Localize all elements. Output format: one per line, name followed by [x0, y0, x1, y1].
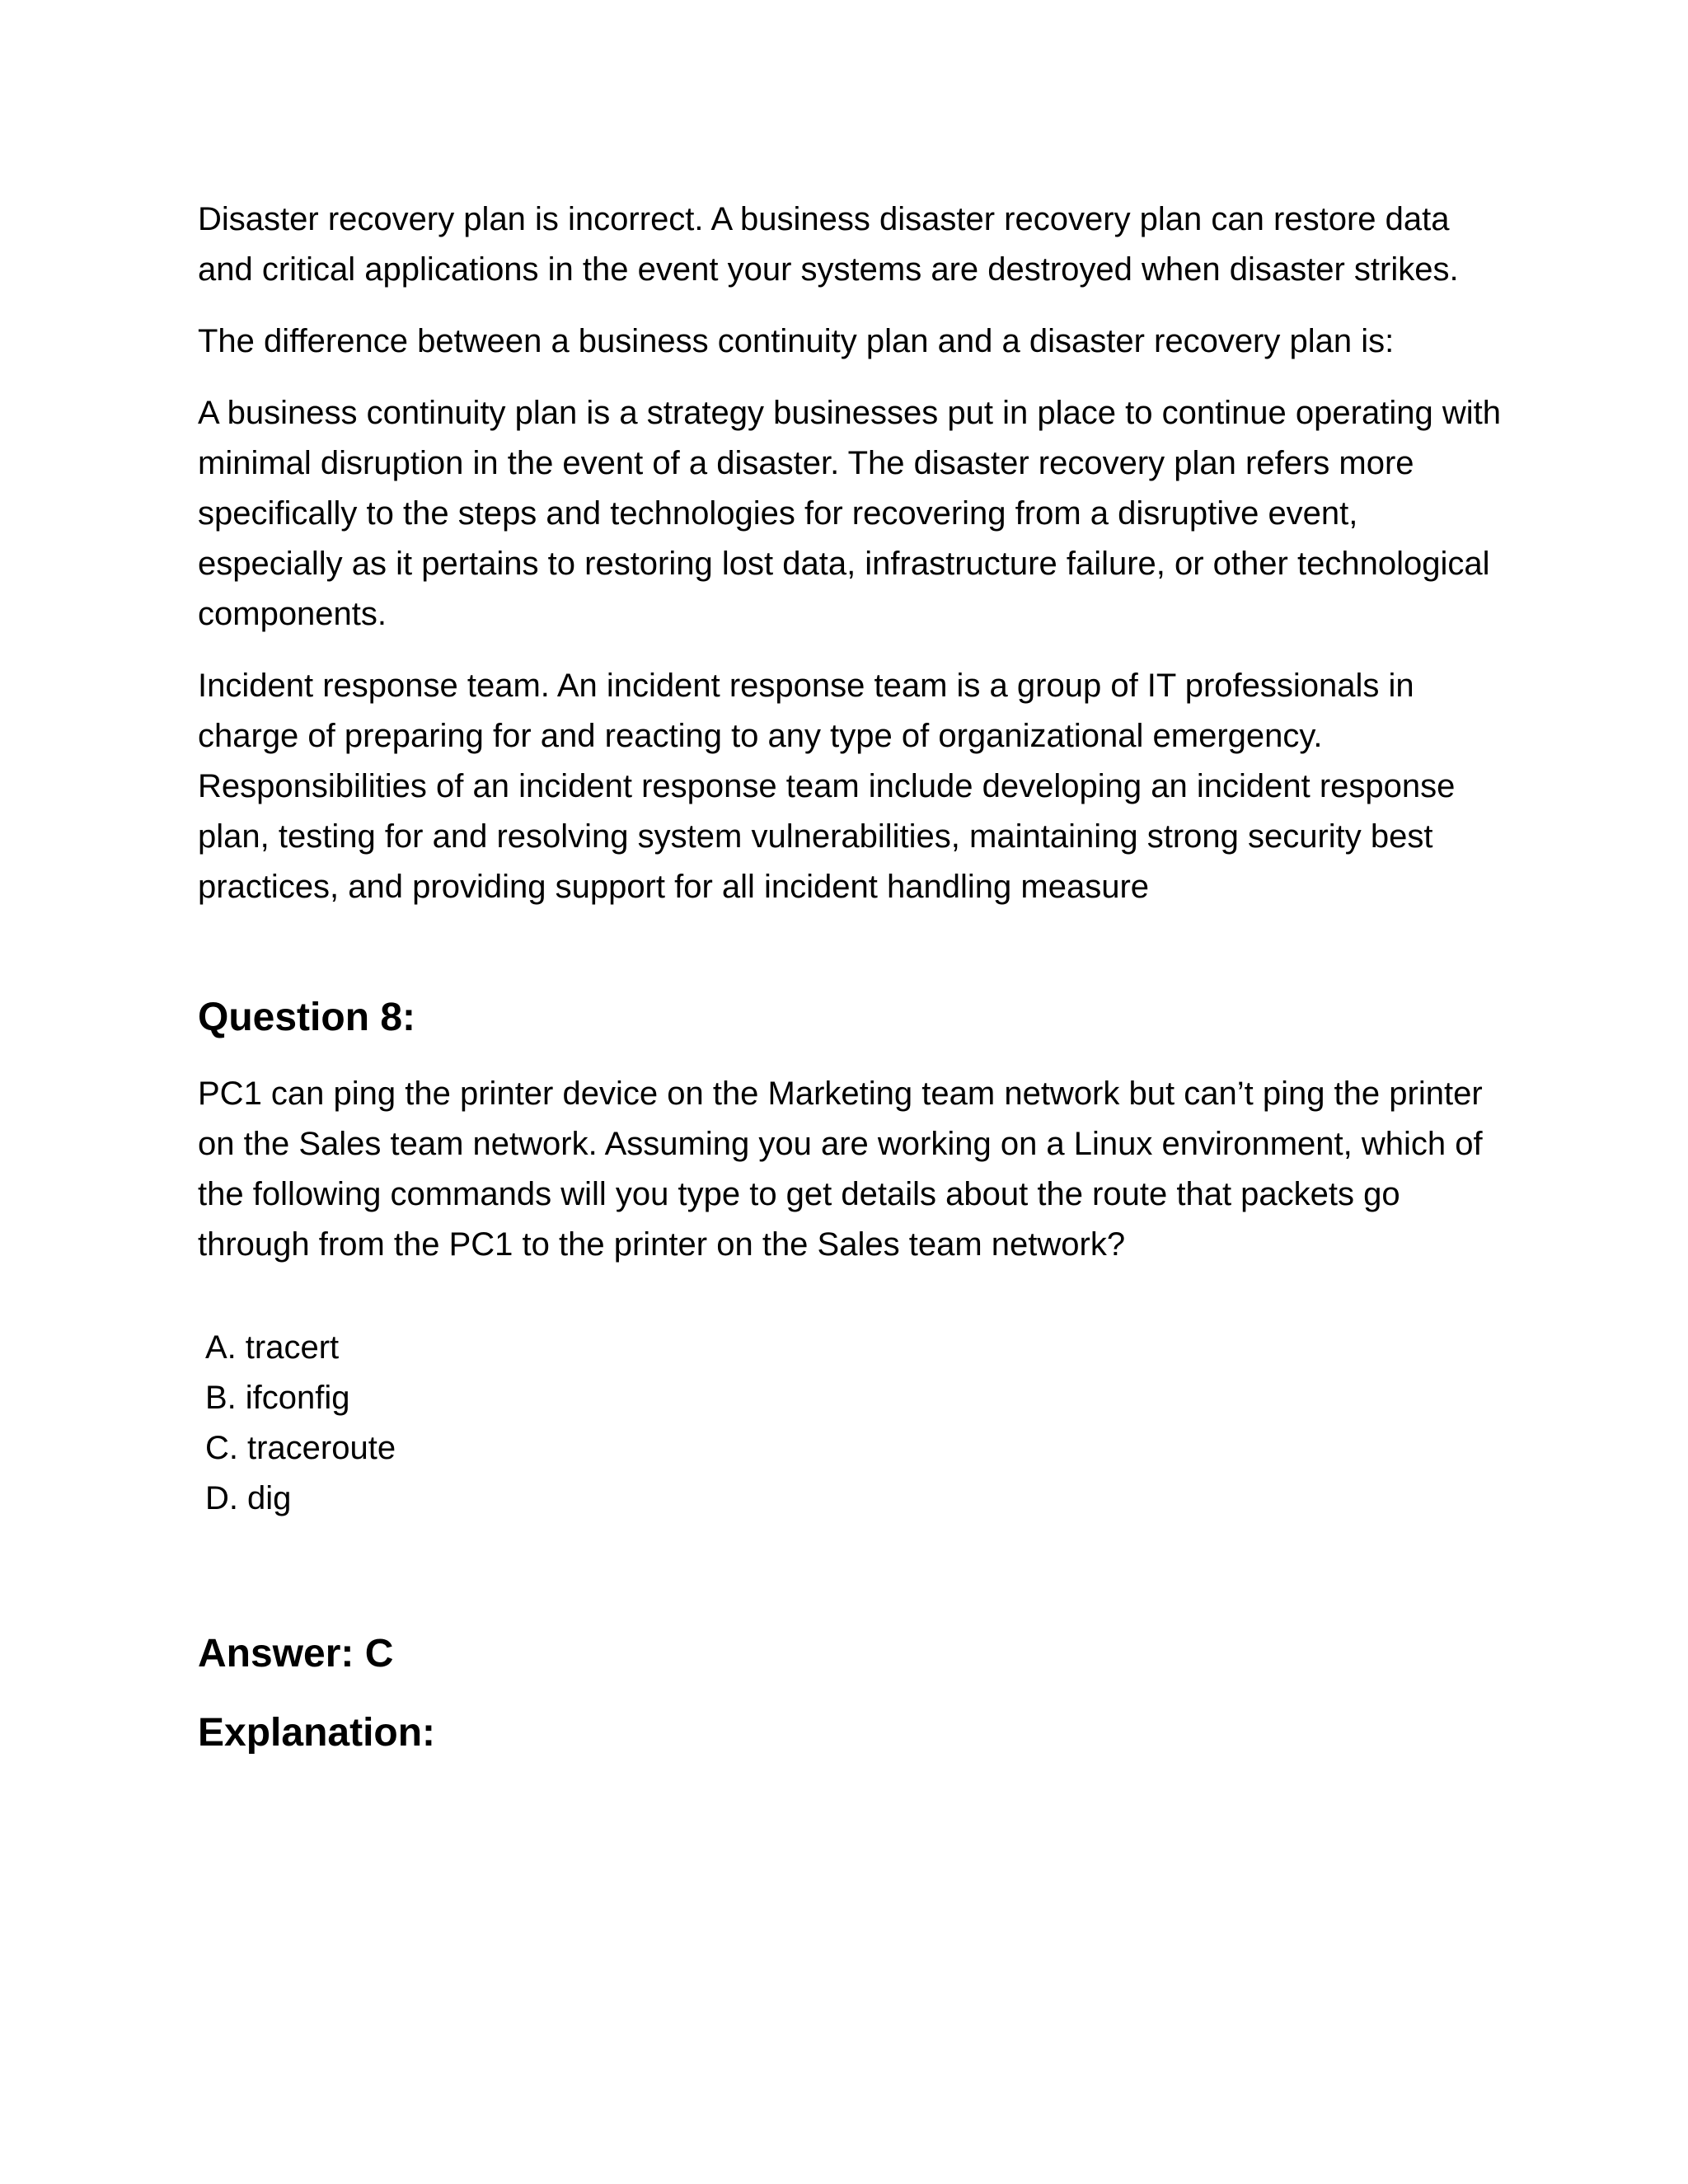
option-a — [205, 1323, 1508, 1373]
page-content — [198, 194, 1508, 1760]
option-text: dig — [247, 1480, 292, 1516]
option-text: traceroute — [247, 1430, 396, 1466]
option-b — [205, 1373, 1508, 1423]
option-letter: A. — [205, 1329, 237, 1366]
option-letter: B. — [205, 1380, 237, 1416]
paragraph-disaster-recovery: Disaster recovery plan is incorrect. A business disaster recovery plan can restore data and critical applications in the event your systems are destroyed when disaster strikes. — [198, 201, 1459, 288]
question-heading: Question 8: — [198, 996, 416, 1039]
option-text: ifconfig — [245, 1380, 350, 1416]
paragraph-difference: The difference between a business continuity plan and a disaster recovery plan is: — [198, 323, 1395, 359]
answer-heading: Answer: C — [198, 1632, 394, 1675]
paragraph-incident-response: Incident response team. An incident response team is a group of IT professionals in charge of preparing for and reacting to any type of organizational emergency. Responsibilities of an incident response team include developing an incident response plan, testing for and resolving system vulnerabilities, maintaining strong security best practices, and providing support for all incident handling measure — [198, 668, 1456, 905]
question-text: PC1 can ping the printer device on the Marketing team network but can’t ping the printer on the Sales team network. Assuming you are working on a Linux environment, which of the following commands will you type to get details about the route that packets go through from the PC1 to the printer on the Sales team network? — [198, 1076, 1483, 1263]
option-letter: C. — [205, 1430, 238, 1466]
option-letter: D. — [205, 1480, 238, 1516]
answer-options — [205, 1323, 1508, 1524]
paragraph-business-continuity: A business continuity plan is a strategy businesses put in place to continue operating with minimal disruption in the event of a disaster. The disaster recovery plan refers more specifically to the steps and technologies for recovering from a disruptive event, especially as it pertains to restoring lost data, infrastructure failure, or other technological components. — [198, 395, 1501, 632]
explanation-heading: Explanation: — [198, 1711, 436, 1755]
option-c — [205, 1423, 1508, 1474]
option-text: tracert — [245, 1329, 340, 1366]
option-d — [205, 1474, 1508, 1524]
